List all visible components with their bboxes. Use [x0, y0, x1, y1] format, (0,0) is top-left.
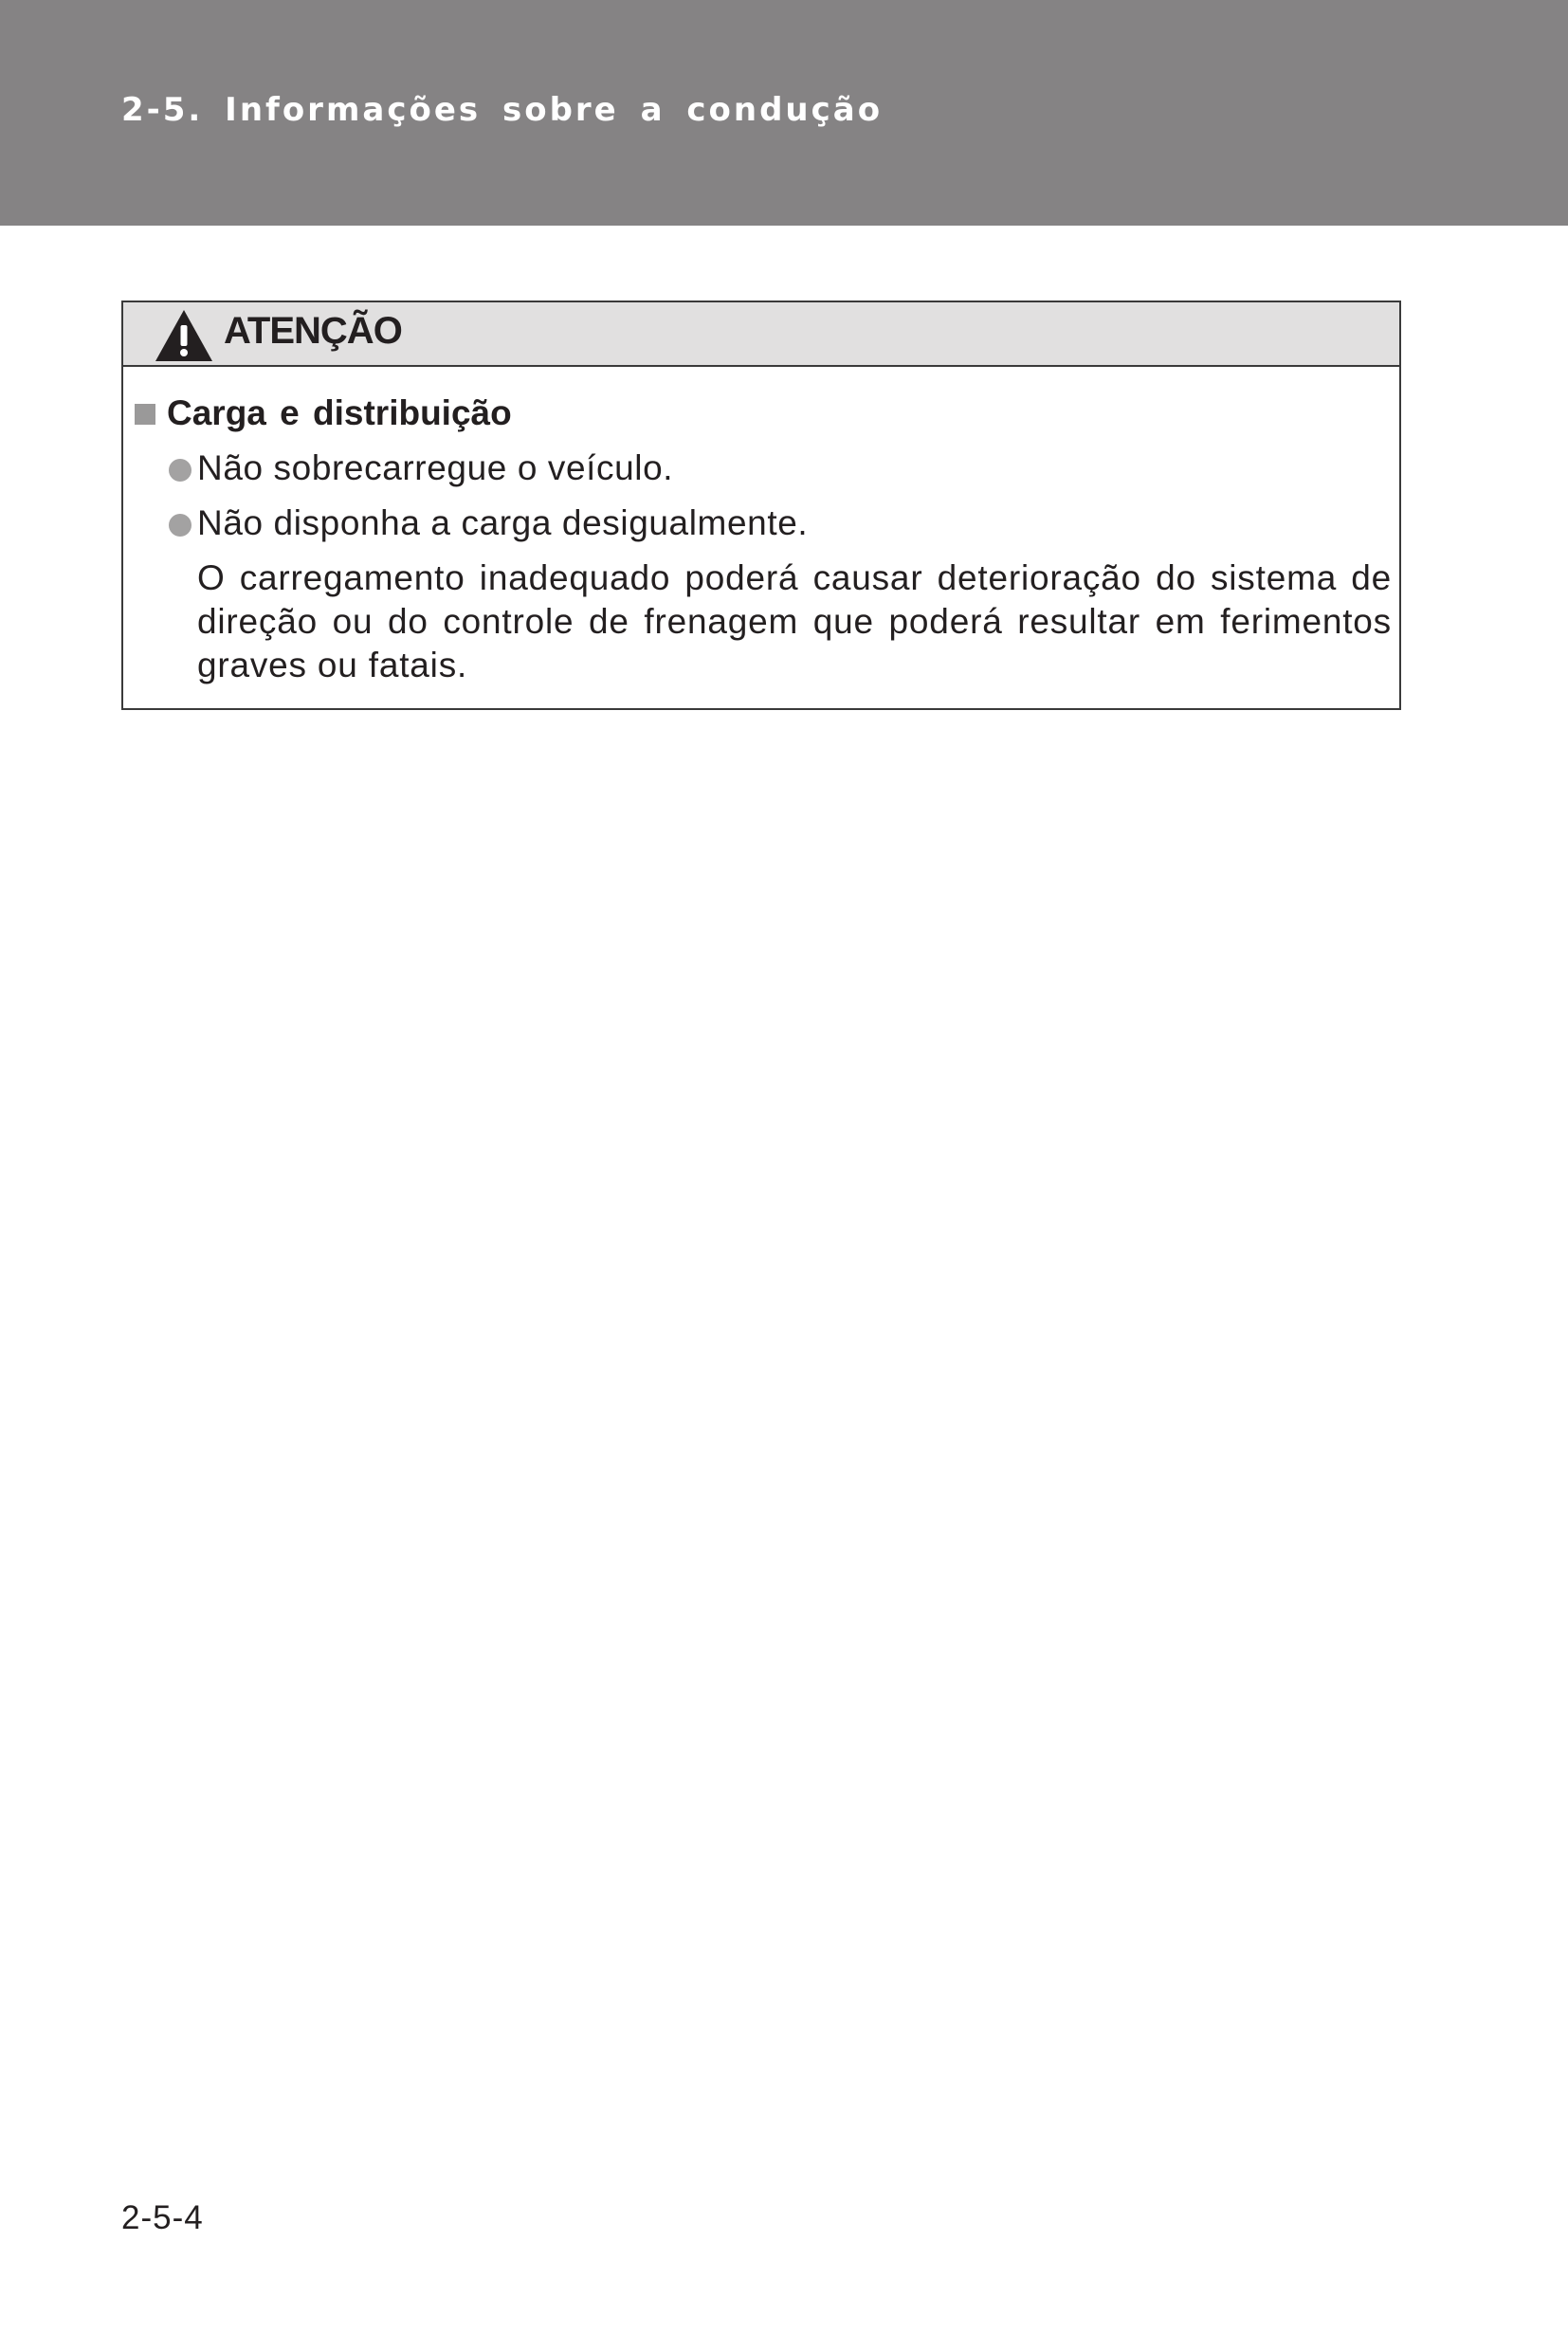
bullet-text: Não sobrecarregue o veículo. — [197, 448, 674, 487]
warning-triangle-icon — [154, 308, 214, 363]
list-item — [169, 448, 673, 488]
warning-header — [123, 302, 1399, 367]
section-title: 2-5. Informações sobre a condução — [121, 91, 884, 129]
square-bullet-icon — [135, 404, 155, 425]
bullet-dot-icon — [169, 514, 191, 537]
warning-paragraph: O carregamento inadequado poderá causar deterioração do sistema de direção ou do controle de frenagem que poderá resultar em ferimentos graves ou fatais. — [197, 558, 1392, 684]
warning-box — [121, 301, 1401, 710]
subsection-heading — [135, 393, 512, 433]
list-item — [169, 503, 808, 543]
warning-title: ATENÇÃO — [224, 310, 402, 352]
page-number: 2-5-4 — [121, 2199, 204, 2236]
header-band — [0, 0, 1568, 226]
bullet-dot-icon — [169, 459, 191, 482]
bullet-text: Não disponha a carga desigualmente. — [197, 503, 809, 542]
subsection-title: Carga e distribuição — [167, 393, 512, 432]
